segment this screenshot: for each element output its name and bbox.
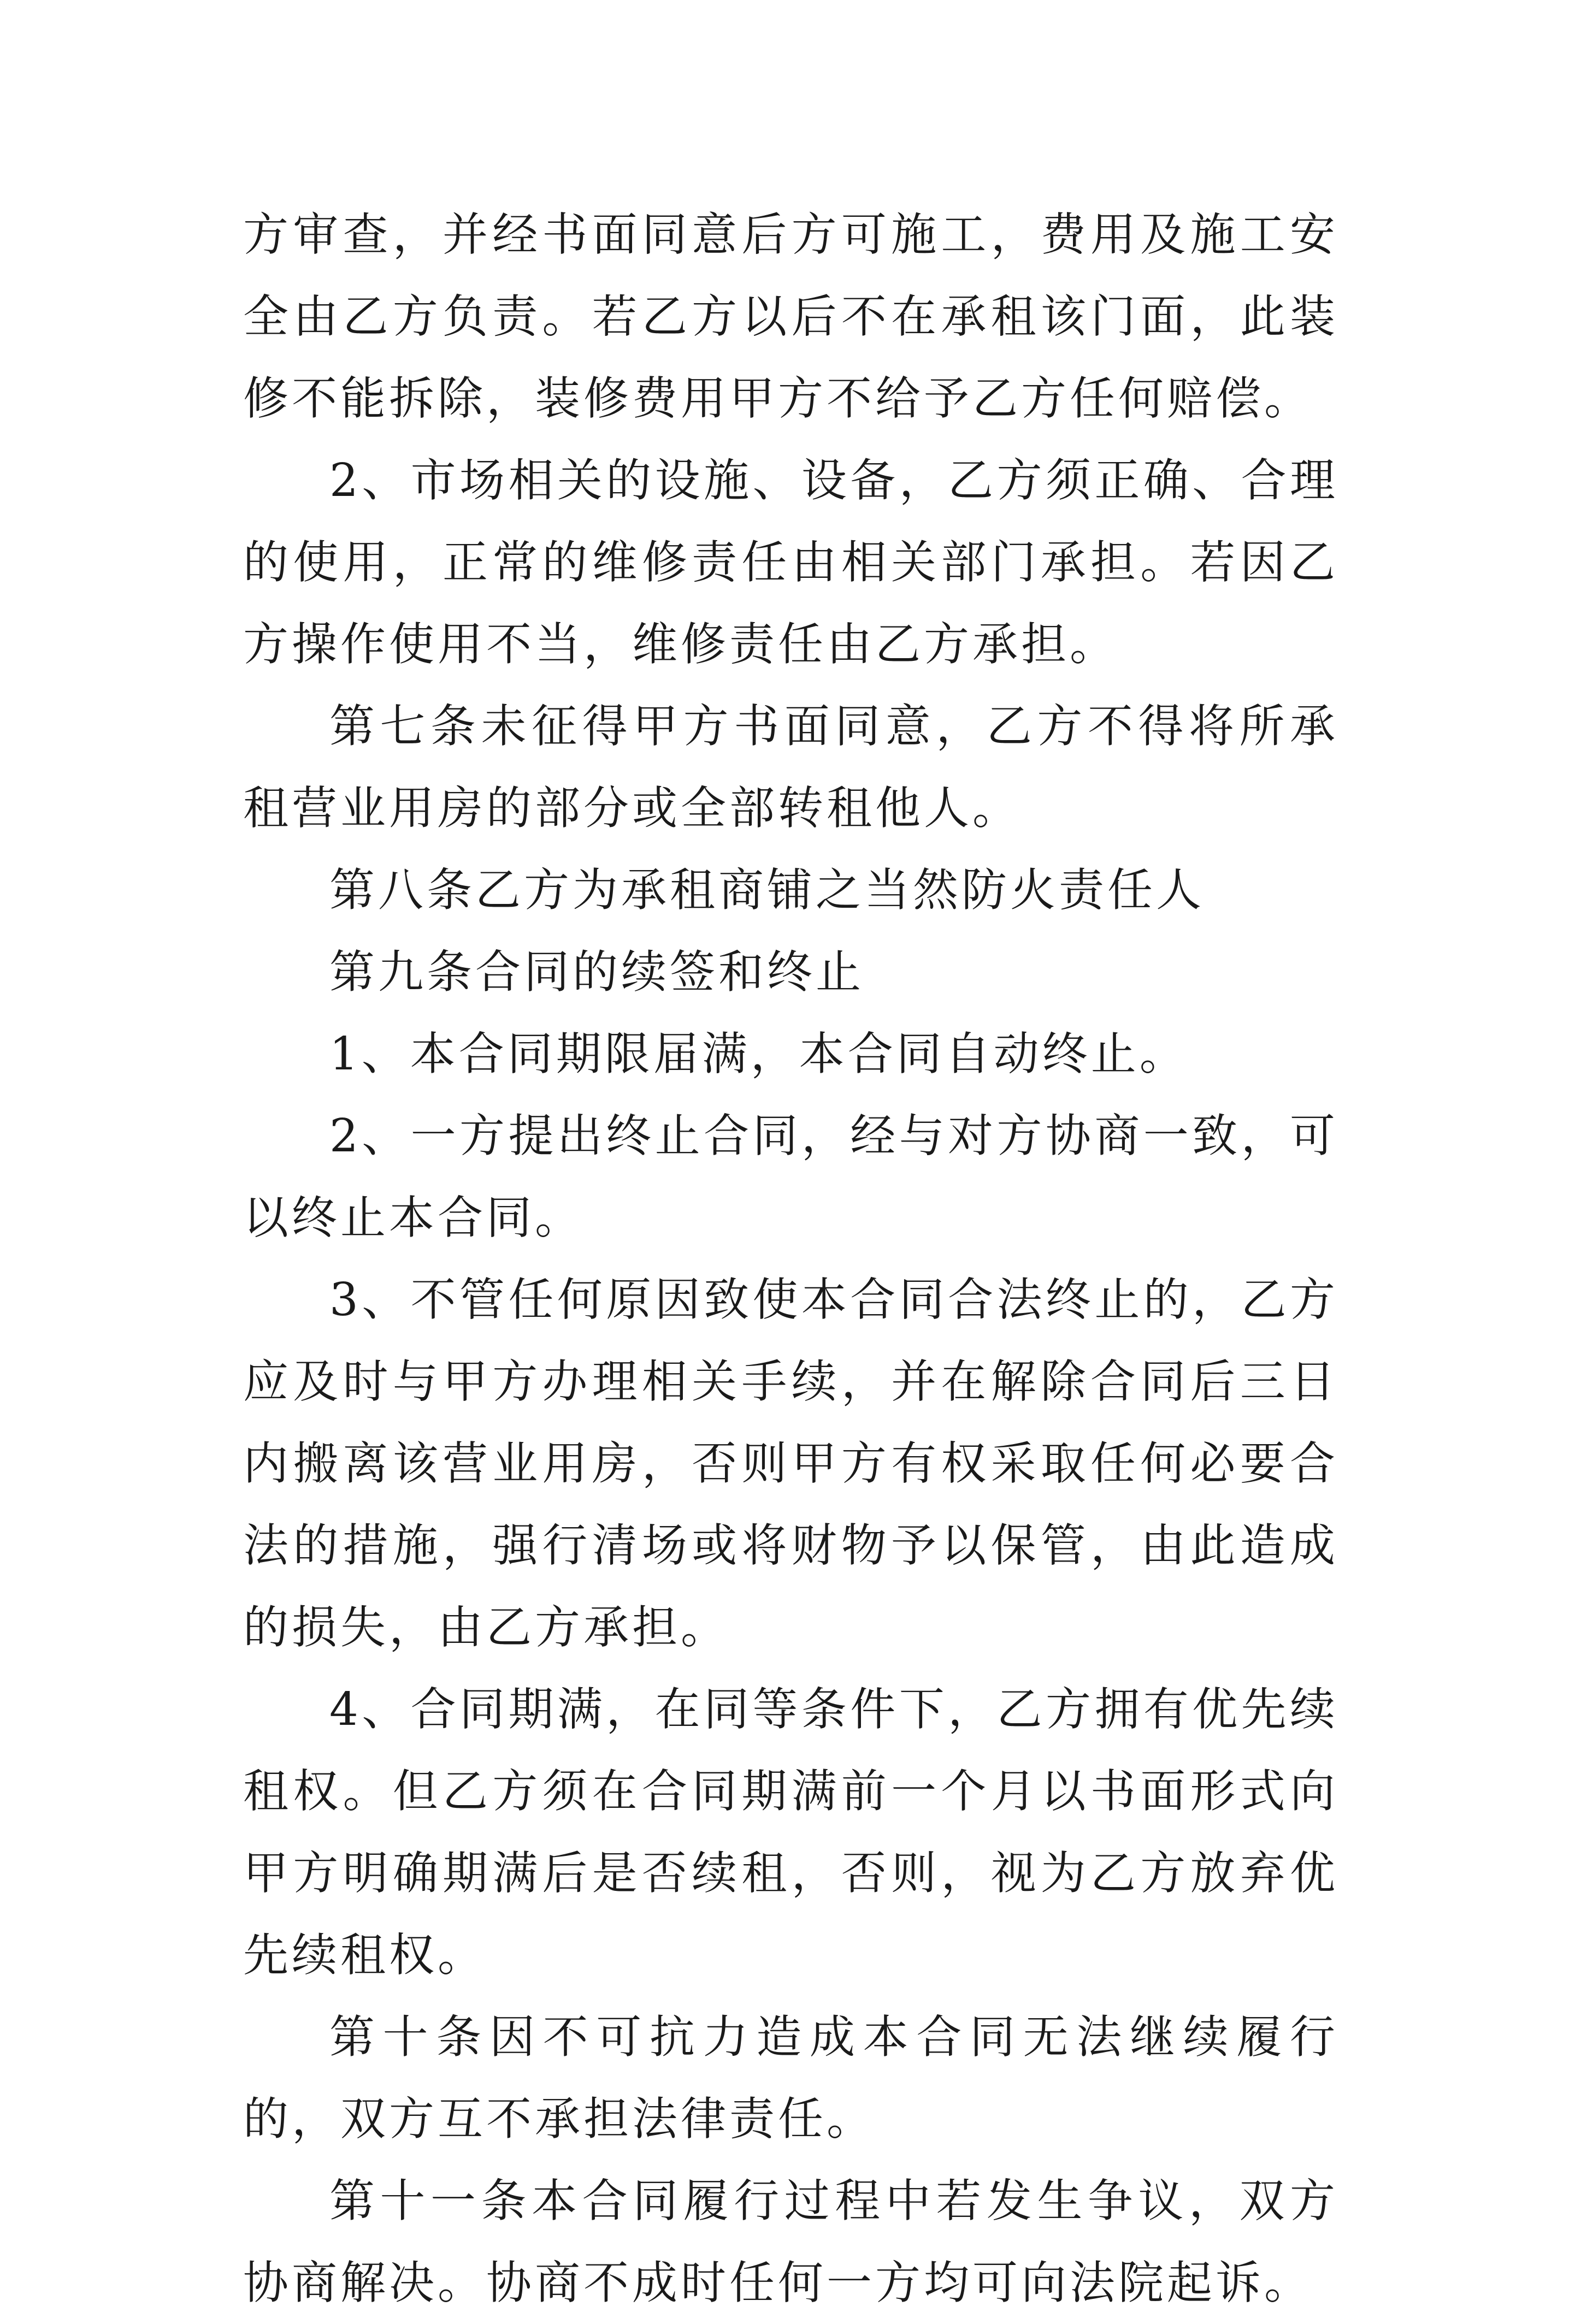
paragraph-article-9-item-4: 4、合同期满，在同等条件下，乙方拥有优先续租权。但乙方须在合同期满前一个月以书面形式向甲方明确期满后是否续租，否则，视为乙方放弃优先续租权。	[243, 1683, 1338, 1982]
paragraph-article-9-item-2: 2、一方提出终止合同，经与对方协商一致，可以终止本合同。	[243, 1109, 1338, 1244]
paragraph-article-9-item-3: 3、不管任何原因致使本合同合法终止的，乙方应及时与甲方办理相关手续，并在解除合同后三日内搬离该营业用房，否则甲方有权采取任何必要合法的措施，强行清场或将财物予以保管，由此造成的损失，由乙方承担。	[243, 1273, 1338, 1654]
document-body	[243, 194, 1338, 2324]
paragraph-article-11: 第十一条本合同履行过程中若发生争议，双方协商解决。协商不成时任何一方均可向法院起诉。	[243, 2174, 1338, 2309]
paragraph-article-9-heading: 第九条合同的续签和终止	[329, 945, 864, 998]
paragraph-clause-6-item-2: 2、市场相关的设施、设备，乙方须正确、合理的使用，正常的维修责任由相关部门承担。若因乙方操作使用不当，维修责任由乙方承担。	[243, 454, 1338, 671]
paragraph-article-8: 第八条乙方为承租商铺之当然防火责任人	[329, 864, 1205, 916]
paragraph-continuation: 方审查，并经书面同意后方可施工，费用及施工安全由乙方负责。若乙方以后不在承租该门面，此装修不能拆除，装修费用甲方不给予乙方任何赔偿。	[243, 208, 1338, 425]
paragraph-article-10: 第十条因不可抗力造成本合同无法继续履行的，双方互不承担法律责任。	[243, 2010, 1338, 2145]
paragraph-article-9-item-1: 1、本合同期限届满，本合同自动终止。	[329, 1027, 1188, 1080]
paragraph-article-7: 第七条未征得甲方书面同意，乙方不得将所承租营业用房的部分或全部转租他人。	[243, 700, 1338, 835]
